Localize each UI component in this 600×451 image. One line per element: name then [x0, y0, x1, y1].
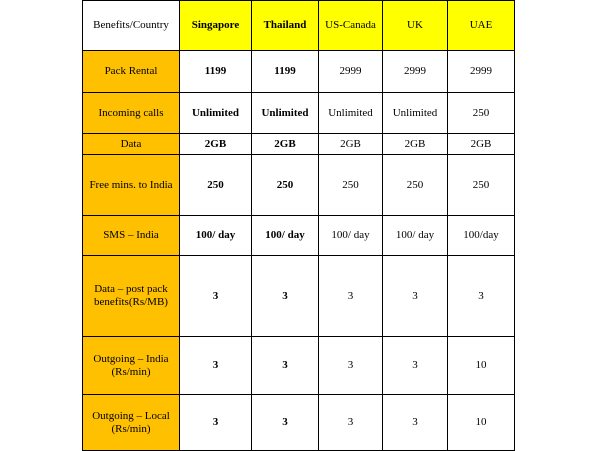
- table-cell: 3: [252, 256, 319, 337]
- table-row: [83, 134, 515, 155]
- row-header: Free mins. to India: [83, 155, 180, 216]
- table-row: [83, 51, 515, 93]
- table-cell: 2999: [319, 51, 383, 93]
- table-cell: 250: [180, 155, 252, 216]
- table-cell: Unlimited: [252, 93, 319, 134]
- row-header: Outgoing – India (Rs/min): [83, 337, 180, 395]
- table-cell: 250: [252, 155, 319, 216]
- table-cell: 3: [180, 256, 252, 337]
- corner-header: Benefits/Country: [83, 1, 180, 51]
- table-cell: 2GB: [383, 134, 448, 155]
- table-cell: 3: [383, 256, 448, 337]
- table-frame: [82, 0, 514, 450]
- column-header-us-canada: US-Canada: [319, 1, 383, 51]
- table-row: [83, 93, 515, 134]
- table-cell: 3: [180, 337, 252, 395]
- row-header: Data – post pack benefits(Rs/MB): [83, 256, 180, 337]
- table-cell: 2GB: [448, 134, 515, 155]
- table-cell: 250: [448, 155, 515, 216]
- table-cell: 3: [180, 395, 252, 451]
- row-header: SMS – India: [83, 216, 180, 256]
- table-cell: 10: [448, 395, 515, 451]
- table-cell: 100/ day: [180, 216, 252, 256]
- table-cell: 3: [383, 337, 448, 395]
- table-cell: 3: [448, 256, 515, 337]
- row-header: Pack Rental: [83, 51, 180, 93]
- table-row: [83, 395, 515, 451]
- table-row: [83, 216, 515, 256]
- column-header-uk: UK: [383, 1, 448, 51]
- table-cell: 2GB: [180, 134, 252, 155]
- table-cell: 3: [319, 337, 383, 395]
- table-cell: 2999: [383, 51, 448, 93]
- table-row: [83, 337, 515, 395]
- international-pack-table: [82, 0, 515, 451]
- table-cell: 1199: [180, 51, 252, 93]
- table-cell: 100/ day: [319, 216, 383, 256]
- table-cell: 3: [319, 395, 383, 451]
- row-header: Outgoing – Local (Rs/min): [83, 395, 180, 451]
- table-cell: 3: [383, 395, 448, 451]
- table-cell: 2999: [448, 51, 515, 93]
- column-header-uae: UAE: [448, 1, 515, 51]
- table-cell: 2GB: [319, 134, 383, 155]
- column-header-singapore: Singapore: [180, 1, 252, 51]
- table-cell: 250: [319, 155, 383, 216]
- row-header: Data: [83, 134, 180, 155]
- table-cell: 2GB: [252, 134, 319, 155]
- table-cell: 250: [448, 93, 515, 134]
- table-row: [83, 155, 515, 216]
- table-cell: 250: [383, 155, 448, 216]
- table-cell: 100/ day: [252, 216, 319, 256]
- table-cell: 3: [252, 395, 319, 451]
- table-cell: Unlimited: [383, 93, 448, 134]
- table-cell: 100/day: [448, 216, 515, 256]
- table-cell: 10: [448, 337, 515, 395]
- table-cell: 3: [252, 337, 319, 395]
- column-header-thailand: Thailand: [252, 1, 319, 51]
- table-cell: Unlimited: [180, 93, 252, 134]
- table-cell: 3: [319, 256, 383, 337]
- table-cell: Unlimited: [319, 93, 383, 134]
- table-row: [83, 256, 515, 337]
- table-cell: 100/ day: [383, 216, 448, 256]
- row-header: Incoming calls: [83, 93, 180, 134]
- header-row: [83, 1, 515, 51]
- table-cell: 1199: [252, 51, 319, 93]
